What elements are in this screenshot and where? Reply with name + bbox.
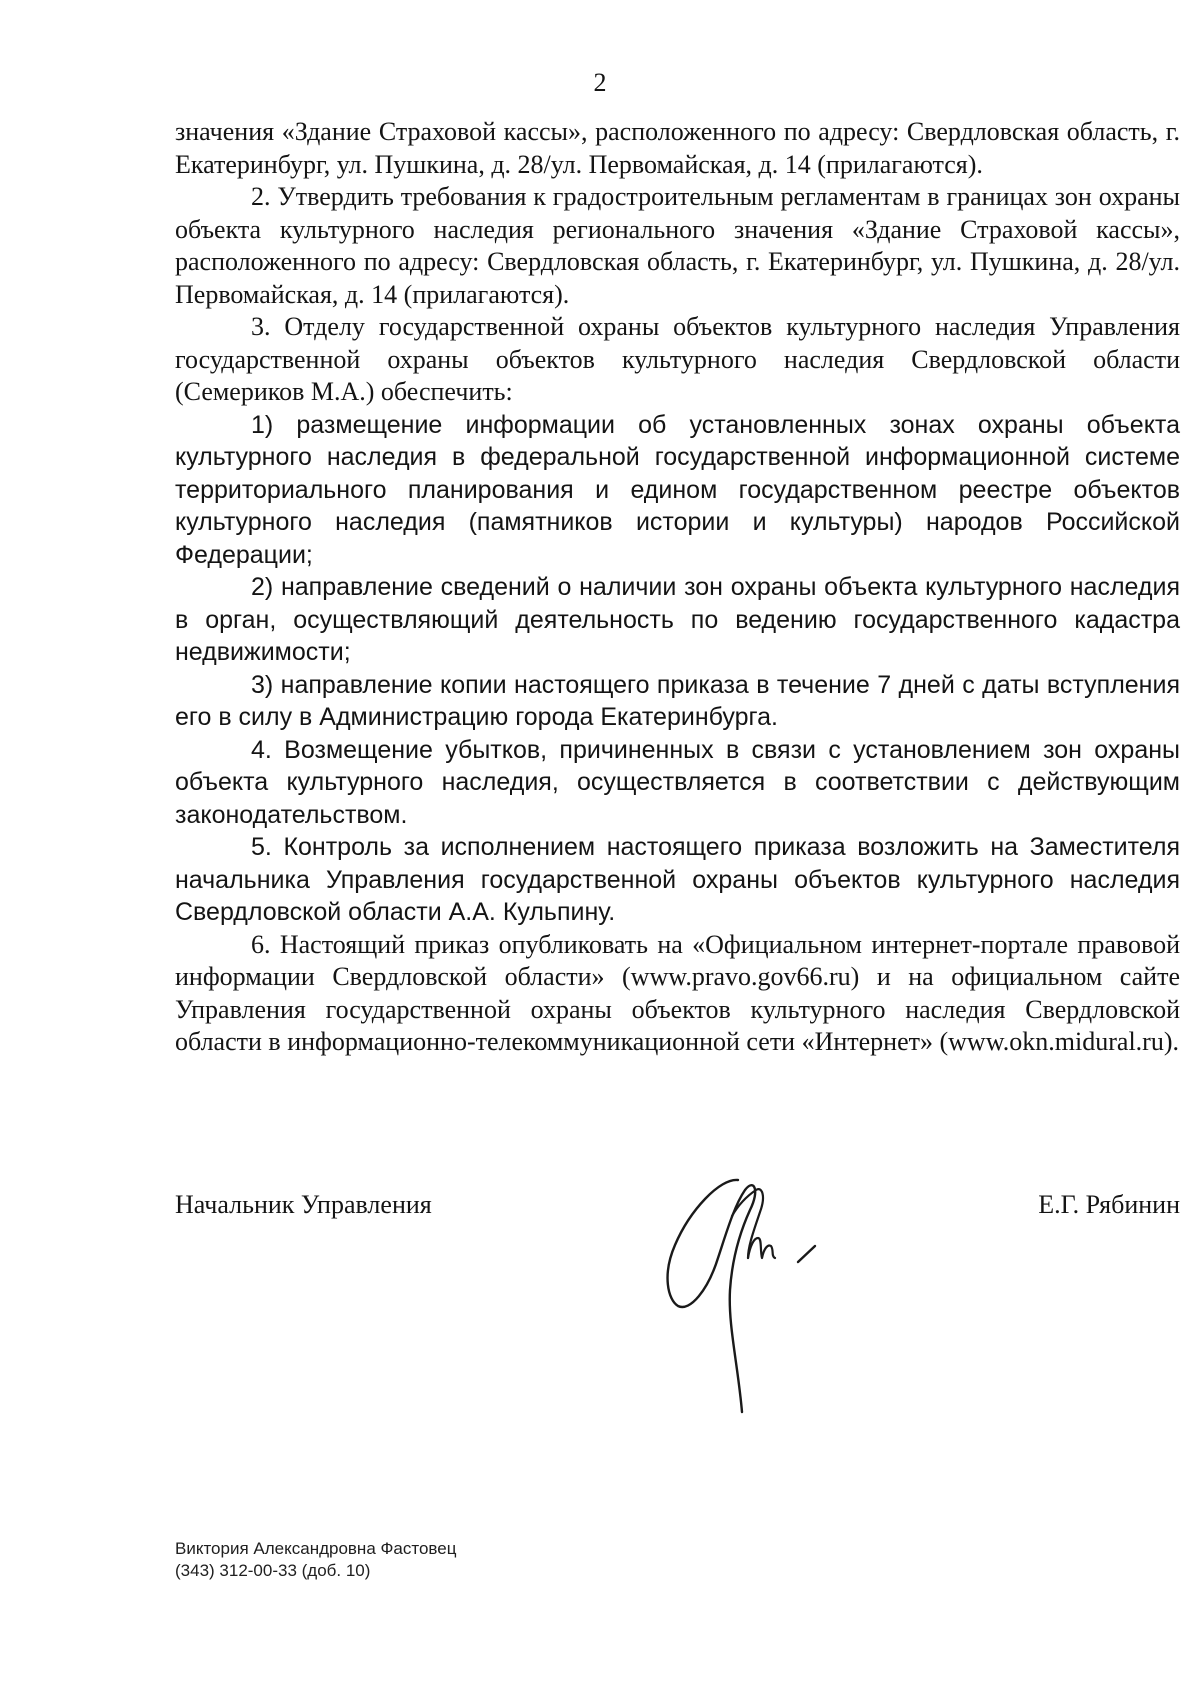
page-number: 2	[593, 68, 607, 97]
paragraph-item-5: 5. Контроль за исполнением настоящего приказа возложить на Заместителя начальника Управления государственной охраны объектов культурного наследия Свердловской области А.А. Кульпину.	[175, 833, 1180, 926]
signer-title: Начальник Управления	[175, 1190, 432, 1219]
subitem-1: 1) размещение информации об установленных зонах охраны объекта культурного наследия в федеральной государственной информационной системе территориального планирования и едином государственном реестре объектов культурного наследия (памятников истории и культуры) народов Российской Федерации;	[175, 410, 1180, 569]
paragraph-item-6: 6. Настоящий приказ опубликовать на «Официальном интернет-портале правовой информации Свердловской области» (www.pravo.gov66.ru) и на официальном сайте Управления государственной охраны объектов культурного наследия Свердловской области в информационно-телекоммуникационной сети «Интернет» (www.okn.midural.ru).	[175, 929, 1180, 1056]
contact-phone: (343) 312-00-33 (доб. 10)	[175, 1561, 371, 1580]
contact-info	[175, 1538, 456, 1582]
paragraph-item-2: 2. Утвердить требования к градостроительным регламентам в границах зон охраны объекта культурного наследия регионального значения «Здание Страховой кассы», расположенного по адресу: Свердловская область, г. Екатеринбург, ул. Пушкина, д. 28/ул. Первомайская, д. 14 (прилагаются).	[175, 182, 1180, 309]
paragraph-continuation: значения «Здание Страховой кассы», расположенного по адресу: Свердловская область, г. Екатеринбург, ул. Пушкина, д. 28/ул. Первомайская, д. 14 (прилагаются).	[175, 117, 1180, 179]
subitem-3: 3) направление копии настоящего приказа в течение 7 дней с даты вступления его в силу в Администрацию города Екатеринбурга.	[175, 670, 1180, 731]
paragraph-item-4: 4. Возмещение убытков, причиненных в связи с установлением зон охраны объекта культурного наследия, осуществляется в соответствии с действующим законодательством.	[175, 735, 1180, 829]
subitem-2: 2) направление сведений о наличии зон охраны объекта культурного наследия в орган, осуществляющий деятельность по ведению государственного кадастра недвижимости;	[175, 573, 1180, 666]
handwritten-signature	[650, 1150, 890, 1430]
document-body	[175, 116, 1180, 1059]
signer-name: Е.Г. Рябинин	[1038, 1190, 1180, 1219]
paragraph-item-3: 3. Отделу государственной охраны объектов культурного наследия Управления государственной охраны объектов культурного наследия Свердловской области (Семериков М.А.) обеспечить:	[175, 312, 1180, 406]
contact-name: Виктория Александровна Фастовец	[175, 1539, 457, 1558]
